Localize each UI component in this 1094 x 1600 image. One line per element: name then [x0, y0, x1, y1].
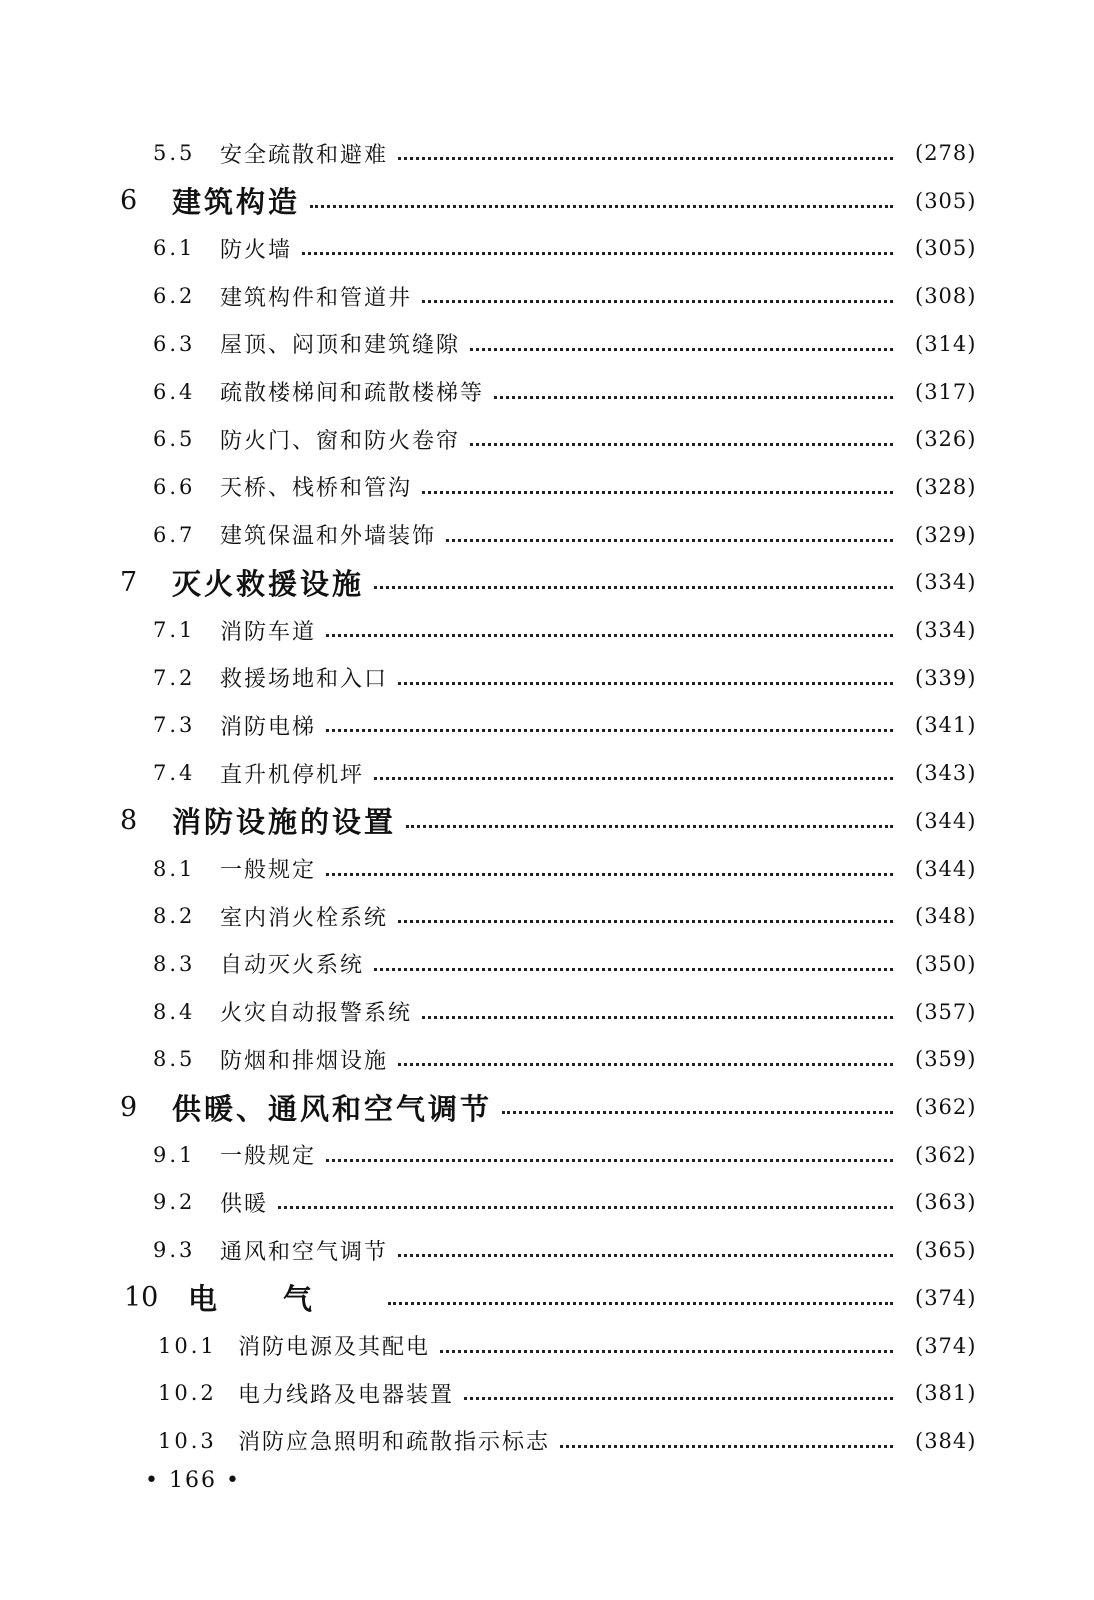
toc-entry-title: 灭火救援设施	[172, 566, 365, 601]
toc-entry-number: 8.3	[153, 951, 196, 976]
toc-entry-page: (334)	[915, 570, 977, 595]
toc-section-row	[0, 515, 1094, 555]
toc-entry-page: (374)	[915, 1333, 977, 1358]
toc-entry-number: 9.3	[153, 1238, 196, 1263]
toc-entry-title: 火灾自动报警系统	[220, 1001, 413, 1027]
toc-dot-leader	[326, 1159, 893, 1162]
toc-dot-leader	[422, 491, 893, 494]
toc-entry-number: 7.3	[153, 713, 196, 738]
toc-dot-leader	[464, 1397, 893, 1400]
toc-entry-page: (305)	[915, 188, 977, 213]
toc-section-row	[0, 419, 1094, 459]
toc-entry-number: 9.2	[153, 1190, 196, 1215]
toc-dot-leader	[502, 1111, 893, 1114]
toc-entry-title: 一般规定	[220, 1144, 317, 1170]
toc-dot-leader	[374, 777, 893, 780]
toc-entry-title: 安全疏散和避难	[220, 142, 389, 168]
toc-dot-leader	[440, 1350, 893, 1353]
toc-entry-title: 防烟和排烟设施	[220, 1048, 389, 1074]
toc-entry-number: 10.2	[158, 1381, 217, 1406]
toc-dot-leader	[398, 157, 893, 160]
toc-entry-number: 6	[120, 185, 138, 217]
toc-entry-page: (329)	[915, 522, 977, 547]
toc-entry-page: (314)	[915, 331, 977, 356]
toc-entry-title: 消防电源及其配电	[238, 1335, 431, 1360]
toc-section-row	[0, 1326, 1094, 1366]
toc-dot-leader	[326, 634, 893, 637]
toc-entry-number: 10.1	[158, 1333, 217, 1358]
toc-entry-page: (374)	[915, 1285, 977, 1310]
toc-chapter-row	[0, 562, 1094, 602]
toc-section-row	[0, 1182, 1094, 1222]
toc-dot-leader	[310, 205, 893, 208]
toc-entry-number: 6.7	[153, 522, 196, 547]
toc-entry-page: (326)	[915, 427, 977, 452]
toc-entry-number: 7.4	[153, 761, 196, 786]
toc-chapter-row	[0, 801, 1094, 841]
toc-entry-title: 屋顶、闷顶和建筑缝隙	[220, 333, 461, 359]
toc-dot-leader	[398, 682, 893, 685]
toc-entry-title: 消防电梯	[220, 714, 317, 740]
toc-entry-number: 8	[120, 805, 138, 837]
toc-section-row	[0, 944, 1094, 984]
toc-entry-page: (334)	[915, 618, 977, 642]
page-number: • 166 •	[145, 1468, 241, 1493]
toc-entry-page: (357)	[915, 999, 977, 1024]
toc-dot-leader	[398, 920, 893, 923]
toc-entry-number: 8.2	[153, 904, 196, 929]
toc-section-row	[0, 1039, 1094, 1079]
toc-entry-title: 建筑保温和外墙装饰	[220, 524, 437, 550]
toc-section-row	[0, 1373, 1094, 1413]
toc-entry-title: 防火门、窗和防火卷帘	[220, 428, 461, 454]
toc-entry-number: 7.1	[153, 618, 196, 642]
toc-entry-number: 8.4	[153, 999, 196, 1024]
toc-entry-page: (363)	[915, 1190, 977, 1215]
toc-entry-title: 防火墙	[220, 237, 293, 263]
toc-chapter-row	[0, 1278, 1094, 1318]
toc-entry-number: 6.6	[153, 474, 196, 499]
toc-entry-title: 直升机停机坪	[220, 762, 365, 788]
toc-chapter-row	[0, 1087, 1094, 1127]
toc-section-row	[0, 1135, 1094, 1175]
toc-dot-leader	[302, 252, 893, 255]
toc-entry-title: 室内消火栓系统	[220, 905, 389, 931]
toc-dot-leader	[560, 1445, 893, 1448]
toc-section-row	[0, 849, 1094, 889]
toc-entry-page: (317)	[915, 379, 977, 404]
toc-entry-page: (344)	[915, 856, 977, 881]
toc-entry-page: (308)	[915, 284, 977, 309]
toc-dot-leader	[422, 1016, 893, 1019]
toc-dot-leader	[494, 396, 893, 399]
toc-entry-page: (350)	[915, 951, 977, 976]
toc-entry-title: 救援场地和入口	[220, 667, 389, 693]
toc-section-row	[0, 992, 1094, 1032]
toc-section-row	[0, 324, 1094, 364]
toc-entry-page: (344)	[915, 808, 977, 833]
toc-entry-title: 自动灭火系统	[220, 953, 365, 979]
toc-entry-number: 7	[120, 566, 138, 598]
toc-entry-page: (381)	[915, 1381, 977, 1406]
toc-entry-page: (305)	[915, 236, 977, 261]
toc-entry-title: 消防设施的设置	[172, 805, 397, 840]
toc-dot-leader	[406, 825, 893, 828]
toc-dot-leader	[422, 300, 893, 303]
toc-entry-number: 5.5	[153, 141, 196, 165]
toc-dot-leader	[470, 443, 893, 446]
toc-entry-page: (341)	[915, 713, 977, 738]
toc-section-row	[0, 467, 1094, 507]
toc-entry-number: 6.1	[153, 236, 196, 261]
toc-entry-number: 10.3	[158, 1428, 217, 1453]
toc-section-row	[0, 133, 1094, 173]
toc-entry-number: 9	[120, 1091, 138, 1123]
toc-entry-title: 电气	[188, 1282, 379, 1317]
toc-entry-number: 6.2	[153, 284, 196, 309]
toc-entry-title: 天桥、栈桥和管沟	[220, 476, 413, 502]
toc-entry-page: (359)	[915, 1047, 977, 1072]
toc-entry-number: 7.2	[153, 665, 196, 690]
toc-section-row	[0, 658, 1094, 698]
toc-entry-page: (348)	[915, 904, 977, 929]
toc-entry-title: 疏散楼梯间和疏散楼梯等	[220, 381, 485, 406]
toc-chapter-row	[0, 181, 1094, 221]
toc-section-row	[0, 610, 1094, 650]
toc-entry-page: (384)	[915, 1428, 977, 1453]
toc-entry-number: 8.5	[153, 1047, 196, 1072]
toc-entry-title: 一般规定	[220, 858, 317, 883]
toc-entry-number: 6.4	[153, 379, 196, 404]
toc-dot-leader	[326, 729, 893, 732]
toc-entry-number: 6.5	[153, 427, 196, 452]
toc-entry-page: (365)	[915, 1238, 977, 1263]
toc-dot-leader	[398, 1063, 893, 1066]
toc-dot-leader	[374, 586, 893, 589]
toc-entry-page: (328)	[915, 474, 977, 499]
toc-entry-page: (278)	[915, 141, 977, 165]
toc-dot-leader	[374, 968, 893, 971]
toc-section-row	[0, 1230, 1094, 1270]
toc-entry-title: 供暖、通风和空气调节	[172, 1091, 493, 1126]
toc-dot-leader	[398, 1254, 893, 1257]
toc-section-row	[0, 896, 1094, 936]
toc-entry-number: 10	[124, 1282, 159, 1314]
toc-entry-number: 9.1	[153, 1142, 196, 1167]
toc-dot-leader	[470, 348, 893, 351]
toc-entry-page: (343)	[915, 761, 977, 786]
toc-section-row	[0, 228, 1094, 268]
toc-section-row	[0, 1421, 1094, 1461]
toc-dot-leader	[326, 873, 893, 876]
toc-dot-leader	[388, 1302, 893, 1305]
toc-entry-page: (362)	[915, 1095, 977, 1119]
toc-entry-title: 消防应急照明和疏散指示标志	[238, 1430, 551, 1456]
toc-section-row	[0, 276, 1094, 316]
toc-entry-title: 通风和空气调节	[220, 1239, 389, 1265]
toc-section-row	[0, 753, 1094, 793]
toc-entry-page: (362)	[915, 1142, 977, 1167]
toc-entry-title: 消防车道	[220, 619, 317, 645]
toc-entry-title: 供暖	[220, 1191, 269, 1217]
toc-entry-number: 6.3	[153, 331, 196, 356]
toc-entry-title: 建筑构件和管道井	[220, 285, 413, 311]
toc-entry-number: 8.1	[153, 856, 196, 881]
toc-section-row	[0, 705, 1094, 745]
toc-dot-leader	[446, 539, 893, 542]
toc-entry-title: 建筑构造	[172, 185, 301, 220]
toc-entry-page: (339)	[915, 665, 977, 690]
toc-section-row	[0, 372, 1094, 412]
toc-entry-title: 电力线路及电器装置	[238, 1382, 455, 1408]
toc-dot-leader	[278, 1206, 893, 1209]
